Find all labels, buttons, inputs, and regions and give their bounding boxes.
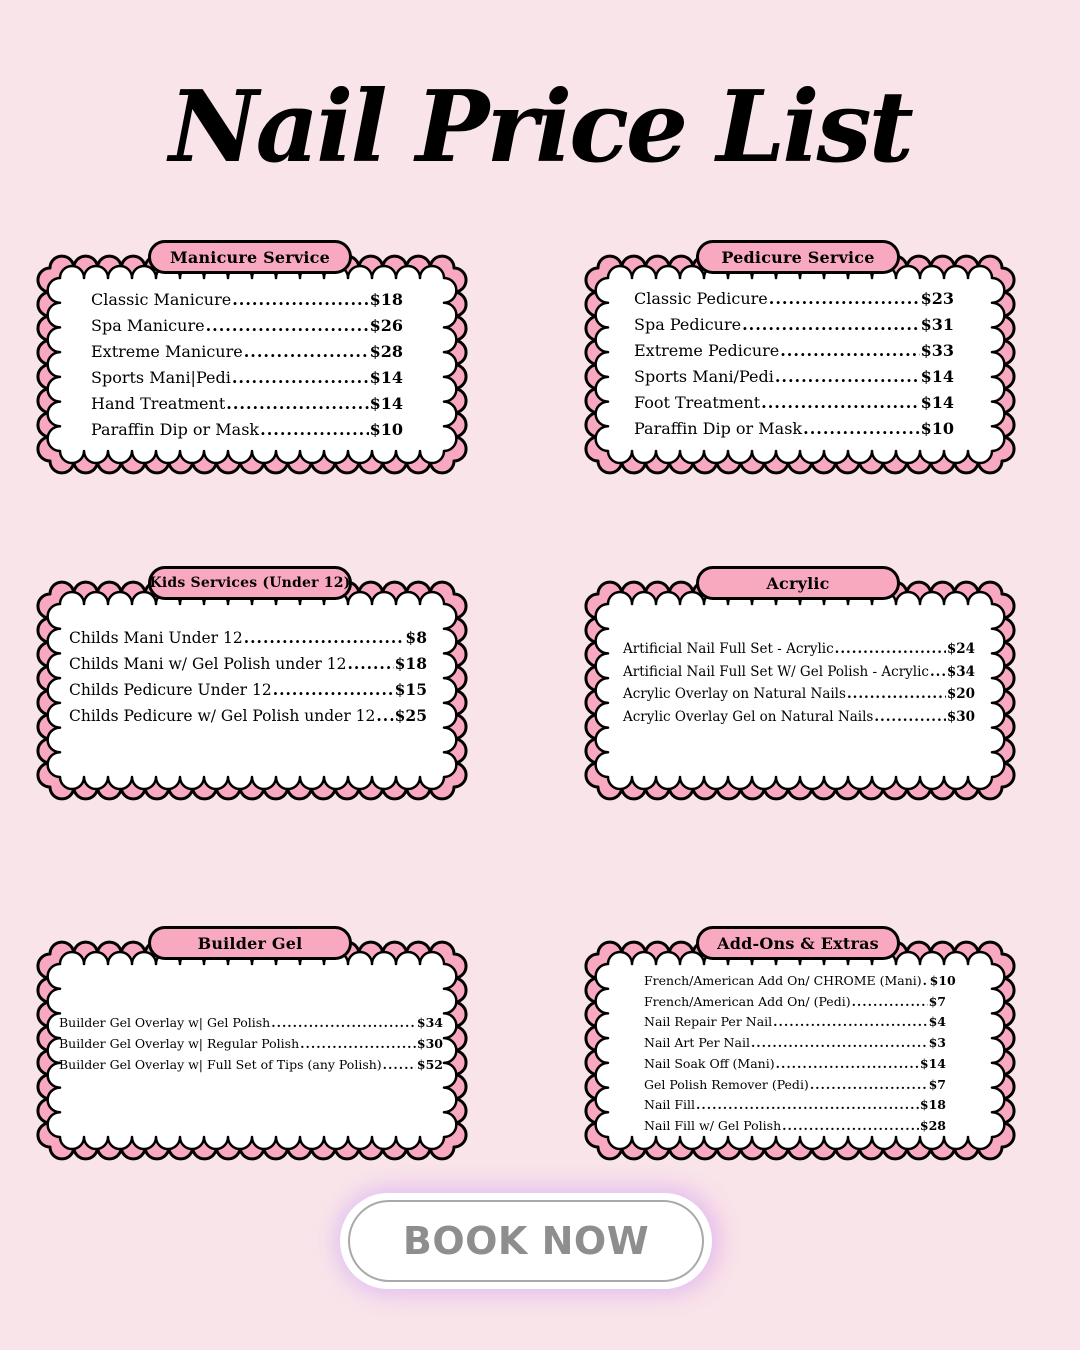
service-price: $14 [920, 367, 954, 386]
service-price: $10 [929, 973, 956, 988]
card-add-ons-extras [584, 926, 1016, 1161]
service-name: Builder Gel Overlay w| Full Set of Tips (any Polish) [59, 1057, 382, 1072]
price-list-item [69, 625, 427, 651]
dot-leader [776, 1054, 919, 1075]
service-name: Artificial Nail Full Set - Acrylic [623, 641, 834, 657]
price-list-item [644, 971, 956, 992]
service-price: $30 [946, 708, 975, 725]
service-price: $34 [946, 663, 975, 680]
dot-leader [260, 417, 368, 443]
dot-leader [206, 313, 369, 339]
service-name: Nail Repair Per Nail [644, 1014, 773, 1030]
price-list [623, 638, 975, 728]
dot-leader [273, 677, 394, 702]
price-list-item [623, 638, 975, 661]
dot-leader [773, 1012, 927, 1033]
service-price: $4 [928, 1014, 946, 1030]
section-heading-pill: Builder Gel [148, 926, 352, 960]
service-name: Childs Mani w/ Gel Polish under 12 [69, 655, 347, 673]
service-price: $26 [369, 316, 403, 335]
card-acrylic [584, 566, 1016, 801]
service-name: Classic Pedicure [634, 289, 768, 308]
dot-leader [271, 1012, 416, 1033]
dot-leader [930, 661, 946, 684]
book-now-button[interactable]: BOOK NOW [348, 1200, 704, 1282]
service-name: Sports Mani|Pedi [91, 368, 231, 387]
service-name: Paraffin Dip or Mask [634, 419, 803, 438]
book-now-glow [340, 1193, 712, 1289]
service-price: $7 [928, 993, 946, 1009]
service-name: Artificial Nail Full Set W/ Gel Polish - Acrylic [623, 663, 929, 680]
service-price: $20 [946, 686, 975, 702]
service-price: $18 [369, 290, 403, 309]
service-name: Builder Gel Overlay w| Regular Polish [59, 1036, 300, 1051]
price-list-item [69, 703, 427, 729]
service-price: $28 [369, 342, 403, 361]
price-list-item [644, 1075, 946, 1096]
service-name: Hand Treatment [91, 394, 226, 413]
service-name: Childs Mani Under 12 [69, 629, 243, 647]
price-list-item [91, 365, 403, 391]
price-list-item [644, 992, 946, 1013]
dot-leader [775, 364, 920, 390]
service-price: $14 [919, 1055, 946, 1071]
price-list-item [59, 1033, 443, 1054]
service-price: $18 [919, 1097, 946, 1113]
dot-leader [300, 1033, 416, 1054]
section-heading-pill: Kids Services (Under 12) [148, 566, 352, 600]
dot-leader [852, 992, 928, 1013]
dot-leader [751, 1033, 928, 1054]
dot-leader [696, 1095, 919, 1116]
service-price: $34 [416, 1015, 443, 1030]
service-name: Acrylic Overlay Gel on Natural Nails [623, 708, 874, 725]
service-price: $52 [416, 1057, 443, 1072]
price-list [91, 287, 403, 443]
dot-leader [847, 683, 946, 706]
price-list-item [634, 390, 954, 416]
dot-leader [347, 651, 393, 676]
service-price: $14 [920, 393, 954, 412]
price-list-item [623, 706, 975, 729]
price-list-item [91, 417, 403, 443]
dot-leader [782, 1116, 919, 1137]
service-name: Builder Gel Overlay w| Gel Polish [59, 1015, 271, 1030]
service-price: $18 [394, 654, 427, 673]
dot-leader [742, 312, 920, 338]
dot-leader [761, 390, 919, 416]
dot-leader [923, 971, 929, 992]
service-name: Nail Fill w/ Gel Polish [644, 1117, 782, 1133]
service-price: $33 [920, 341, 954, 360]
price-list-item [634, 338, 954, 364]
service-name: Classic Manicure [91, 290, 232, 309]
price-list-item [634, 416, 954, 442]
section-heading-pill: Acrylic [696, 566, 900, 600]
service-name: Spa Pedicure [634, 315, 742, 334]
dot-leader [780, 338, 919, 364]
service-price: $15 [394, 680, 427, 699]
service-price: $10 [369, 420, 403, 439]
service-name: Nail Soak Off (Mani) [644, 1055, 775, 1071]
dot-leader [810, 1075, 928, 1096]
dot-leader [383, 1054, 416, 1075]
price-list-item [91, 339, 403, 365]
dot-leader [376, 703, 393, 728]
card-builder-gel [36, 926, 468, 1161]
dot-leader [244, 339, 369, 365]
price-list-item [91, 313, 403, 339]
service-name: Nail Fill [644, 1097, 696, 1113]
section-heading-pill: Manicure Service [148, 240, 352, 274]
service-price: $7 [928, 1076, 946, 1092]
service-price: $28 [919, 1117, 946, 1133]
price-list-item [634, 286, 954, 312]
dot-leader [874, 706, 946, 729]
service-price: $3 [928, 1035, 946, 1051]
service-name: Paraffin Dip or Mask [91, 420, 260, 439]
price-list-item [644, 1033, 946, 1054]
dot-leader [232, 287, 368, 313]
service-name: Foot Treatment [634, 393, 761, 412]
price-list-item [644, 1116, 946, 1137]
service-name: Nail Art Per Nail [644, 1035, 750, 1051]
price-list-item [91, 391, 403, 417]
dot-leader [232, 365, 369, 391]
service-name: Spa Manicure [91, 316, 205, 335]
page-title: Nail Price List [169, 70, 911, 185]
price-list-item [634, 364, 954, 390]
service-price: $23 [920, 289, 954, 308]
service-name: Extreme Pedicure [634, 341, 780, 360]
dot-leader [244, 625, 405, 650]
price-list [69, 625, 427, 729]
price-list-item [59, 1054, 443, 1075]
service-name: Gel Polish Remover (Pedi) [644, 1076, 809, 1092]
price-list [644, 971, 956, 1137]
price-list-item [59, 1012, 443, 1033]
price-list-item [634, 312, 954, 338]
price-list [59, 1012, 443, 1075]
price-list-item [644, 1095, 946, 1116]
service-name: Sports Mani/Pedi [634, 367, 774, 386]
service-name: French/American Add On/ (Pedi) [644, 993, 851, 1009]
service-price: $14 [369, 368, 403, 387]
service-name: Childs Pedicure w/ Gel Polish under 12 [69, 707, 376, 725]
card-manicure-service [36, 240, 468, 475]
price-list-item [623, 661, 975, 684]
card-kids-services [36, 566, 468, 801]
service-price: $14 [369, 394, 403, 413]
dot-leader [226, 391, 368, 417]
dot-leader [835, 638, 946, 661]
service-name: French/American Add On/ CHROME (Mani) [644, 973, 922, 988]
price-list-item [69, 677, 427, 703]
price-list-item [644, 1012, 946, 1033]
price-list-item [69, 651, 427, 677]
service-price: $24 [946, 641, 975, 657]
dot-leader [769, 286, 920, 312]
service-price: $31 [920, 315, 954, 334]
service-name: Extreme Manicure [91, 342, 243, 361]
service-name: Acrylic Overlay on Natural Nails [623, 686, 846, 702]
service-price: $25 [394, 706, 427, 725]
service-price: $10 [920, 419, 954, 438]
service-price: $8 [405, 628, 427, 647]
section-heading-pill: Pedicure Service [696, 240, 900, 274]
price-list-item [91, 287, 403, 313]
dot-leader [803, 416, 919, 442]
service-price: $30 [416, 1036, 443, 1051]
service-name: Childs Pedicure Under 12 [69, 681, 272, 699]
card-pedicure-service [584, 240, 1016, 475]
price-list [634, 286, 954, 442]
price-list-item [644, 1054, 946, 1075]
section-heading-pill: Add-Ons & Extras [696, 926, 900, 960]
price-list-item [623, 683, 975, 706]
